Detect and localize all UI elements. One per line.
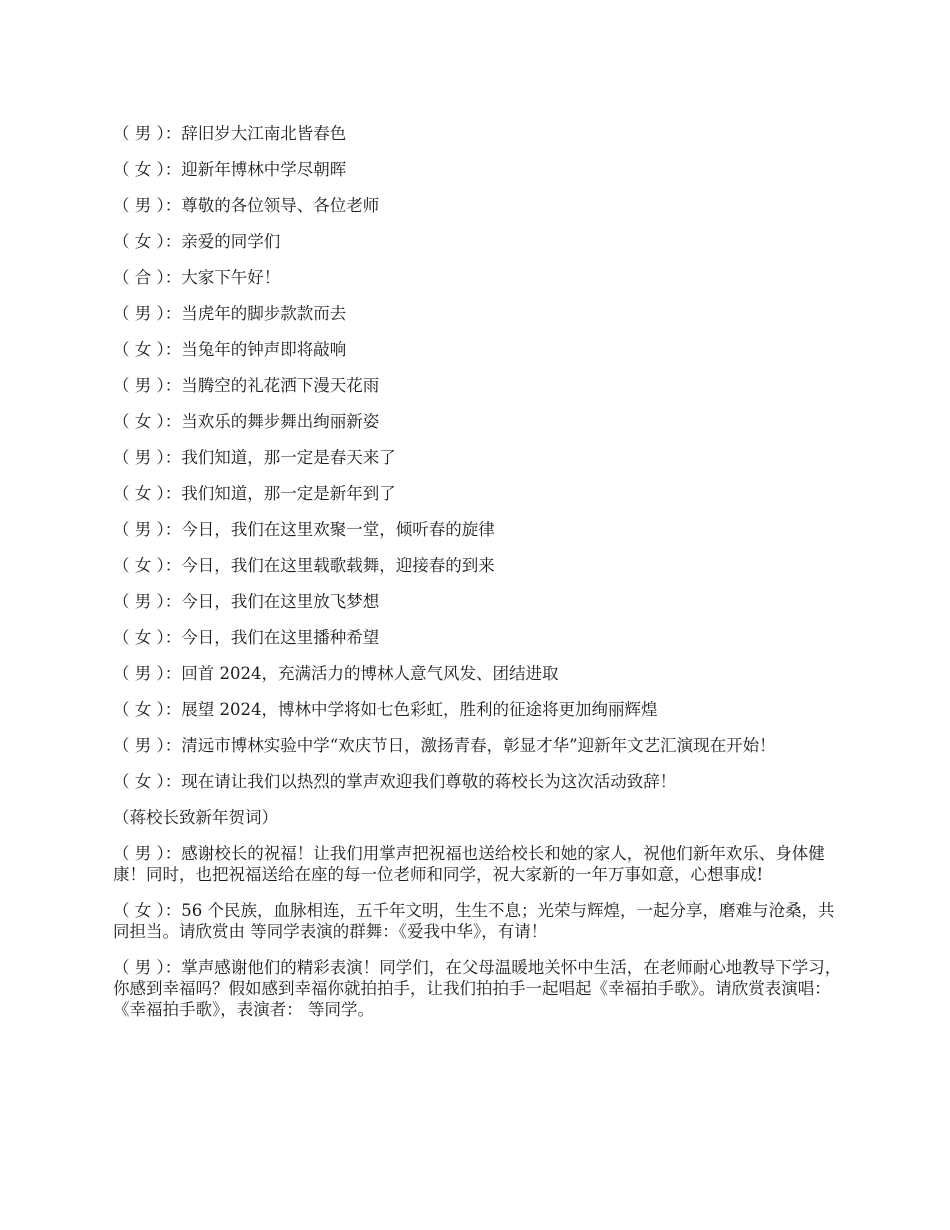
paragraph-19: （ 女 ）：现在请让我们以热烈的掌声欢迎我们尊敬的蒋校长为这次活动致辞！	[113, 772, 677, 791]
paragraph-12: （ 男 ）：今日，我们在这里欢聚一堂，倾听春的旋律	[113, 520, 495, 539]
paragraph-21: （ 男 ）：感谢校长的祝福！让我们用掌声把祝福也送给校长和她的家人，祝他们新年欢乐、身体健康！同时，也把祝福送给在座的每一位老师和同学，祝大家新的一年万事如意，心想事成!	[113, 844, 825, 884]
paragraph-20: （蒋校长致新年贺词）	[113, 808, 278, 827]
paragraph-2: （ 女 ）：迎新年博林中学尽朝晖	[113, 160, 347, 179]
paragraph-9: （ 女 ）：当欢乐的舞步舞出绚丽新姿	[113, 412, 380, 431]
paragraph-22: （ 女 ）：56 个民族，血脉相连，五千年文明，生生不息；光荣与辉煌，一起分享，磨难与沧桑，共同担当。请欣赏由 等同学表演的群舞：《爱我中华》，有请！	[113, 901, 835, 941]
paragraph-13: （ 女 ）：今日，我们在这里载歌载舞，迎接春的到来	[113, 556, 495, 575]
paragraph-17: （ 女 ）：展望 2024，博林中学将如七色彩虹，胜利的征途将更加绚丽辉煌	[113, 700, 658, 719]
paragraph-7: （ 女 ）：当兔年的钟声即将敲响	[113, 340, 347, 359]
paragraph-1: （ 男 ）：辞旧岁大江南北皆春色	[113, 124, 347, 143]
paragraph-4: （ 女 ）：亲爱的同学们	[113, 232, 281, 251]
document-page	[113, 123, 843, 1035]
paragraph-11: （ 女 ）：我们知道，那一定是新年到了	[113, 484, 396, 503]
paragraph-8: （ 男 ）：当腾空的礼花洒下漫天花雨	[113, 376, 380, 395]
paragraph-15: （ 女 ）：今日，我们在这里播种希望	[113, 628, 380, 647]
paragraph-18: （ 男 ）：清远市博林实验中学“欢庆节日，激扬青春，彰显才华”迎新年文艺汇演现在开始！	[113, 736, 776, 755]
paragraph-16: （ 男 ）：回首 2024，充满活力的博林人意气风发、团结进取	[113, 664, 559, 683]
paragraph-6: （ 男 ）：当虎年的脚步款款而去	[113, 304, 347, 323]
paragraph-14: （ 男 ）：今日，我们在这里放飞梦想	[113, 592, 380, 611]
paragraph-5: （ 合 ）：大家下午好！	[113, 268, 281, 287]
paragraph-10: （ 男 ）：我们知道，那一定是春天来了	[113, 448, 396, 467]
paragraph-23: （ 男 ）：掌声感谢他们的精彩表演！同学们，在父母温暖地关怀中生活，在老师耐心地教导下学习，你感到幸福吗？假如感到幸福你就拍拍手，让我们拍拍手一起唱起《幸福拍手歌》。请欣赏表演唱：《幸福拍手歌》，表演者： 等同学。	[113, 958, 842, 1019]
paragraph-3: （ 男 ）：尊敬的各位领导、各位老师	[113, 196, 380, 215]
